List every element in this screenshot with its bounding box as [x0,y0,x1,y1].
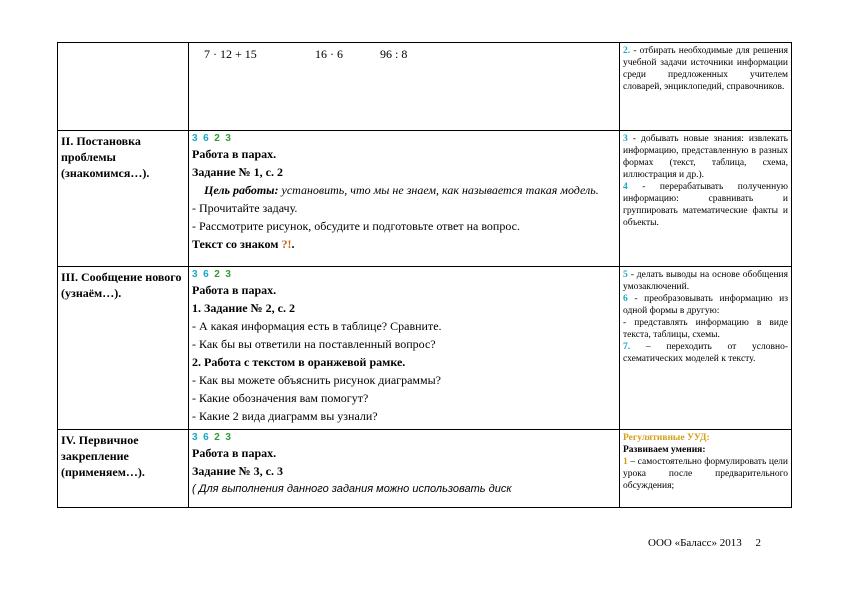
task-line: - Какие обозначения вам помогут? [192,391,369,405]
skill-number: 4 [623,182,628,192]
skill-number: 1 [623,457,628,467]
skill-number: 3 [623,134,628,144]
uud-number: 6 [203,432,209,443]
skill-text: - перерабатывать полученную информацию: сравнивать и группировать математические факты и объекты. [623,182,788,228]
uud-number: 3 [192,133,198,144]
uud-number: 3 [225,133,231,144]
uud-numbers [192,133,616,145]
task-line: - Как бы вы ответили на поставленный вопрос? [192,337,436,351]
skill-number: 2. [623,46,631,56]
expressions [192,45,616,63]
skill-item [623,133,788,181]
uud-number: 6 [203,269,209,280]
table-row [58,43,792,131]
uud-number: 2 [214,432,220,443]
uud-number: 2 [214,269,220,280]
uud-number: 3 [225,269,231,280]
skill-text: - отбирать необходимые для решения учебной задачи источники информации среди предложенных учителем словарей, энциклопедий, справочников. [623,46,788,92]
stage-cell [58,43,189,131]
skill-item [623,293,788,317]
stage-cell [58,131,189,267]
uud-cell [620,430,792,508]
stage-cell [58,430,189,508]
table-row [58,430,792,508]
skill-text: - представлять информацию в виде текста, таблицы, схемы. [623,318,788,340]
skill-number: 7. [623,342,631,352]
skill-text: – самостоятельно формулировать цели урока после предварительного обсуждения; [623,457,788,491]
uud-number: 3 [192,432,198,443]
skill-item [623,456,788,492]
sign-icon: ?! [281,237,292,251]
expression: 16 · 6 [315,47,343,61]
skill-number: 6 [623,294,628,304]
skill-item [623,181,788,229]
task-line: 1. Задание № 2, с. 2 [192,301,295,315]
stage-cell [58,267,189,430]
skill-number: 5 [623,270,628,280]
uud-number: 6 [203,133,209,144]
stage-title: IV. Первичное закрепление (применяем…). [61,433,145,479]
uud-subheading: Развиваем умения: [623,445,706,455]
uud-numbers [192,432,616,444]
task-line: Задание № 3, с. 3 [192,464,283,478]
task-line: ( Для выполнения данного задания можно использовать диск [192,483,512,495]
task-line: - Рассмотрите рисунок, обсудите и подготовьте ответ на вопрос. [192,219,520,233]
table-row [58,267,792,430]
skill-text: - делать выводы на основе обобщения умозаключений. [623,270,788,292]
task-text: . [291,237,295,251]
uud-number: 2 [214,133,220,144]
task-line: 2. Работа с текстом в оранжевой рамке. [192,355,406,369]
content-cell [189,131,620,267]
skill-text: - добывать новые знания: извлекать информацию, представленную в разных формах (текст, таблица, схема, иллюстрация и др.). [623,134,788,180]
uud-heading: Регулятивные УУД: [623,433,710,443]
table-row [58,131,792,267]
content-cell [189,267,620,430]
task-line: - Как вы можете объяснить рисунок диаграммы? [192,373,441,387]
skill-item [623,269,788,293]
uud-numbers [192,269,616,281]
task-line: Задание № 1, с. 2 [192,165,283,179]
lesson-table [57,42,792,508]
uud-number: 3 [225,432,231,443]
content-cell [189,430,620,508]
skill-text: - преобразовывать информацию из одной формы в другую: [623,294,789,316]
uud-cell [620,267,792,430]
skill-item [623,317,788,341]
goal-text: установить, что мы не знаем, как называется такая модель. [281,183,599,197]
task-line: Работа в парах. [192,446,277,460]
footer-company: ООО «Баласс» 2013 [648,537,742,549]
uud-cell [620,131,792,267]
goal-label: Цель работы: [204,183,279,197]
task-line [192,235,616,253]
task-line: - Прочитайте задачу. [192,201,298,215]
page-footer [648,537,761,549]
stage-title: II. Постановка проблемы (знакомимся…). [61,134,150,180]
skill-item [623,341,788,365]
content-cell [189,43,620,131]
uud-number: 3 [192,269,198,280]
skill-text: – переходить от условно-схематических моделей к тексту. [623,342,788,364]
stage-title: III. Сообщение нового (узнаём…). [61,270,182,300]
task-line: - А какая информация есть в таблице? Сравните. [192,319,442,333]
uud-cell [620,43,792,131]
task-line: Работа в парах. [192,147,277,161]
expression: 96 : 8 [380,47,408,61]
task-line: - Какие 2 вида диаграмм вы узнали? [192,409,378,423]
task-text: Текст со знаком [192,237,279,251]
expression: 7 · 12 + 15 [204,47,257,61]
goal-line [192,181,616,199]
task-line: Работа в парах. [192,283,277,297]
page-number: 2 [755,537,762,549]
